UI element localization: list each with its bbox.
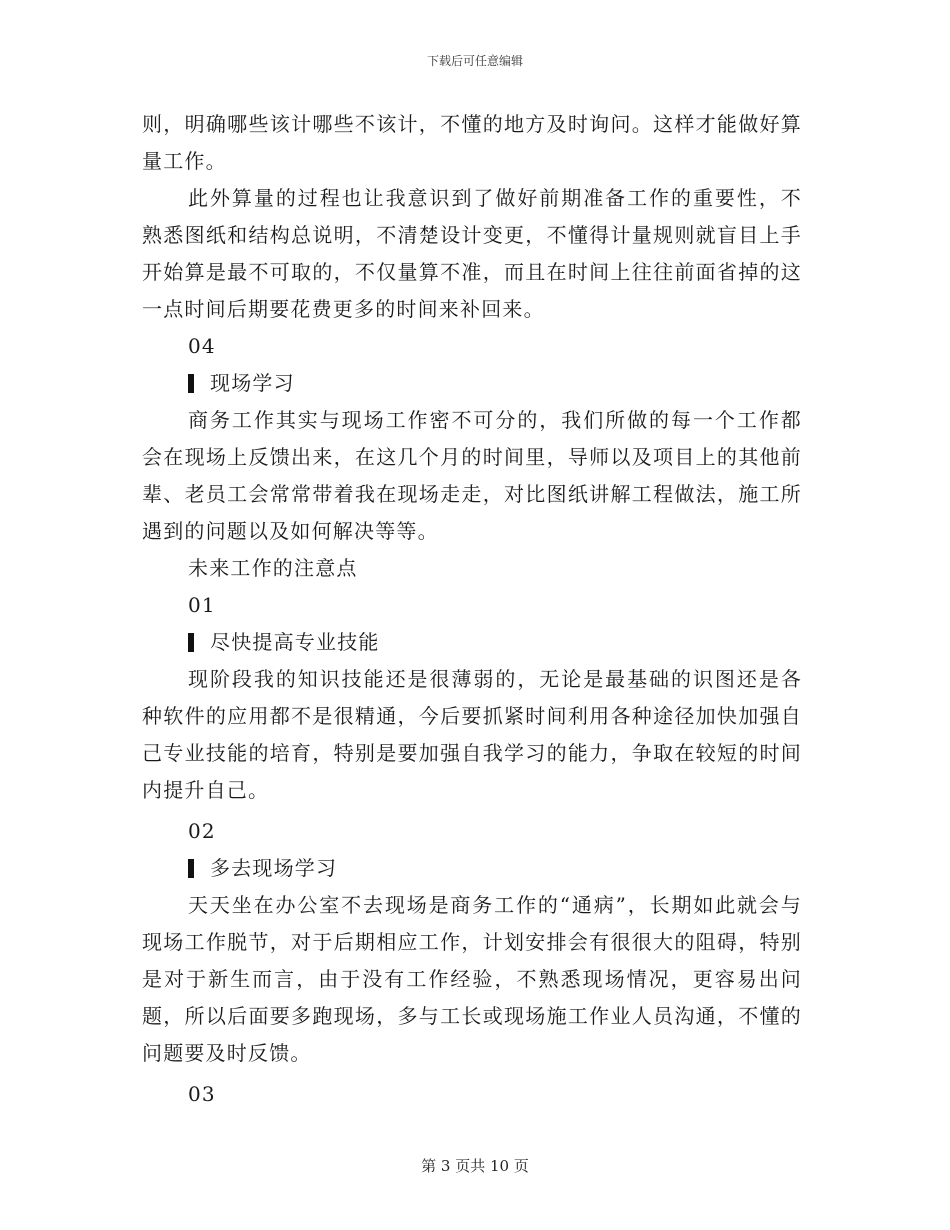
section-number: 03 [188, 1082, 216, 1106]
paragraph-continued: 则，明确哪些该计哪些不该计，不懂的地方及时询问。这样才能做好算量工作。 [142, 112, 802, 173]
heading-bar-marker [188, 859, 194, 878]
section-heading [142, 624, 802, 661]
section-heading-text: 现场学习 [210, 371, 295, 395]
paragraph: 此外算量的过程也让我意识到了做好前期准备工作的重要性，不熟悉图纸和结构总说明，不清楚设计变更，不懂得计量规则就盲目上手开始算是最不可取的，不仅量算不准，而且在时间上往往前面省掉的这一点时间后期要花费更多的时间来补回来。 [142, 186, 802, 321]
section-number: 01 [188, 593, 216, 617]
section-heading [142, 365, 802, 402]
page-header: 下载后可任意编辑 [426, 54, 523, 68]
section-number: 04 [188, 334, 216, 358]
paragraph: 商务工作其实与现场工作密不可分的，我们所做的每一个工作都会在现场上反馈出来，在这几个月的时间里，导师以及项目上的其他前辈、老员工会常常带着我在现场走走，对比图纸讲解工程做法，施工所遇到的问题以及如何解决等等。 [142, 408, 802, 543]
section-number: 02 [188, 819, 216, 843]
page-footer: 第 3 页共 10 页 [421, 1157, 529, 1175]
heading-bar-marker [188, 633, 194, 652]
subsection-title: 未来工作的注意点 [188, 556, 358, 580]
paragraph: 现阶段我的知识技能还是很薄弱的，无论是最基础的识图还是各种软件的应用都不是很精通，今后要抓紧时间利用各种途径加快加强自己专业技能的培育，特别是要加强自我学习的能力，争取在较短的时间内提升自己。 [142, 667, 802, 802]
section-heading-text: 尽快提高专业技能 [210, 630, 380, 654]
heading-bar-marker [188, 374, 194, 393]
document-body [142, 106, 802, 1113]
section-heading [142, 850, 802, 887]
paragraph: 天天坐在办公室不去现场是商务工作的“通病”，长期如此就会与现场工作脱节，对于后期相应工作，计划安排会有很很大的阻碍，特别是对于新生而言，由于没有工作经验，不熟悉现场情况，更容易出问题，所以后面要多跑现场，多与工长或现场施工作业人员沟通，不懂的问题要及时反馈。 [142, 893, 802, 1065]
section-heading-text: 多去现场学习 [210, 856, 338, 880]
